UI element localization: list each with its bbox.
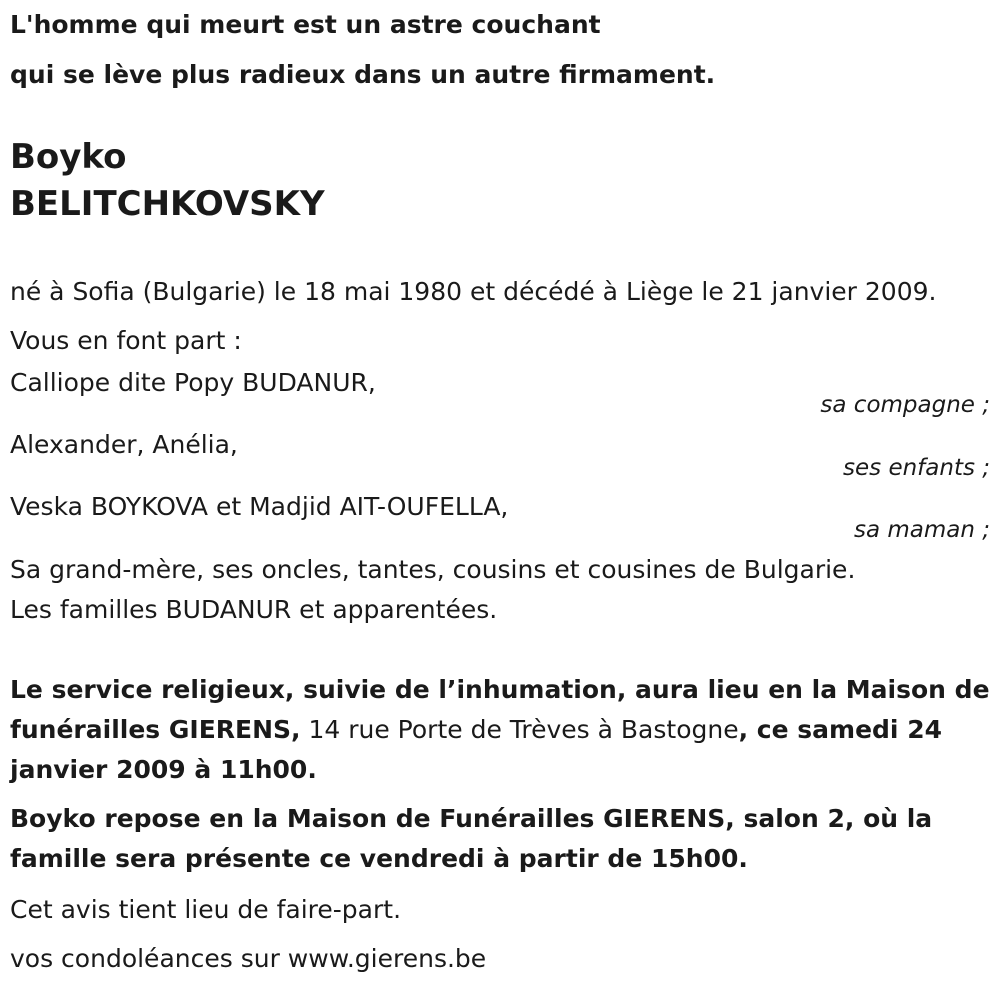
epigraph-line-1: L'homme qui meurt est un astre couchant <box>10 10 601 39</box>
epigraph-line-2: qui se lève plus radieux dans un autre firmament. <box>10 60 716 89</box>
announcers-intro: Vous en font part : <box>10 326 242 355</box>
deceased-first-name: Boyko <box>10 137 127 177</box>
announcer-relation: sa compagne ; <box>820 392 990 418</box>
service-venue: funérailles GIERENS, <box>10 715 301 744</box>
service-line-2 <box>10 715 942 745</box>
families-line: Les familles BUDANUR et apparentées. <box>10 595 498 624</box>
service-address: 14 rue Porte de Trèves à Bastogne <box>300 715 739 744</box>
announcer-relation: ses enfants ; <box>843 455 990 481</box>
announcer-name: Calliope dite Popy BUDANUR, <box>10 368 376 397</box>
announcer-name: Alexander, Anélia, <box>10 430 238 459</box>
announcer-relation: sa maman ; <box>853 517 990 543</box>
service-date-start: , ce samedi 24 <box>738 715 942 744</box>
service-line-1: Le service religieux, suivie de l’inhumation, aura lieu en la Maison de <box>10 675 990 704</box>
extended-family: Sa grand-mère, ses oncles, tantes, cousins et cousines de Bulgarie. <box>10 555 856 584</box>
service-line-3: janvier 2009 à 11h00. <box>10 755 317 784</box>
announcer-name: Veska BOYKOVA et Madjid AIT-OUFELLA, <box>10 492 509 521</box>
viewing-line-2: famille sera présente ce vendredi à partir de 15h00. <box>10 844 748 873</box>
faire-part-notice: Cet avis tient lieu de faire-part. <box>10 895 402 924</box>
birth-death-statement: né à Sofia (Bulgarie) le 18 mai 1980 et décédé à Liège le 21 janvier 2009. <box>10 277 937 306</box>
condolences-line: vos condoléances sur www.gierens.be <box>10 944 487 973</box>
viewing-line-1: Boyko repose en la Maison de Funérailles GIERENS, salon 2, où la <box>10 804 933 833</box>
deceased-last-name: BELITCHKOVSKY <box>10 184 325 224</box>
